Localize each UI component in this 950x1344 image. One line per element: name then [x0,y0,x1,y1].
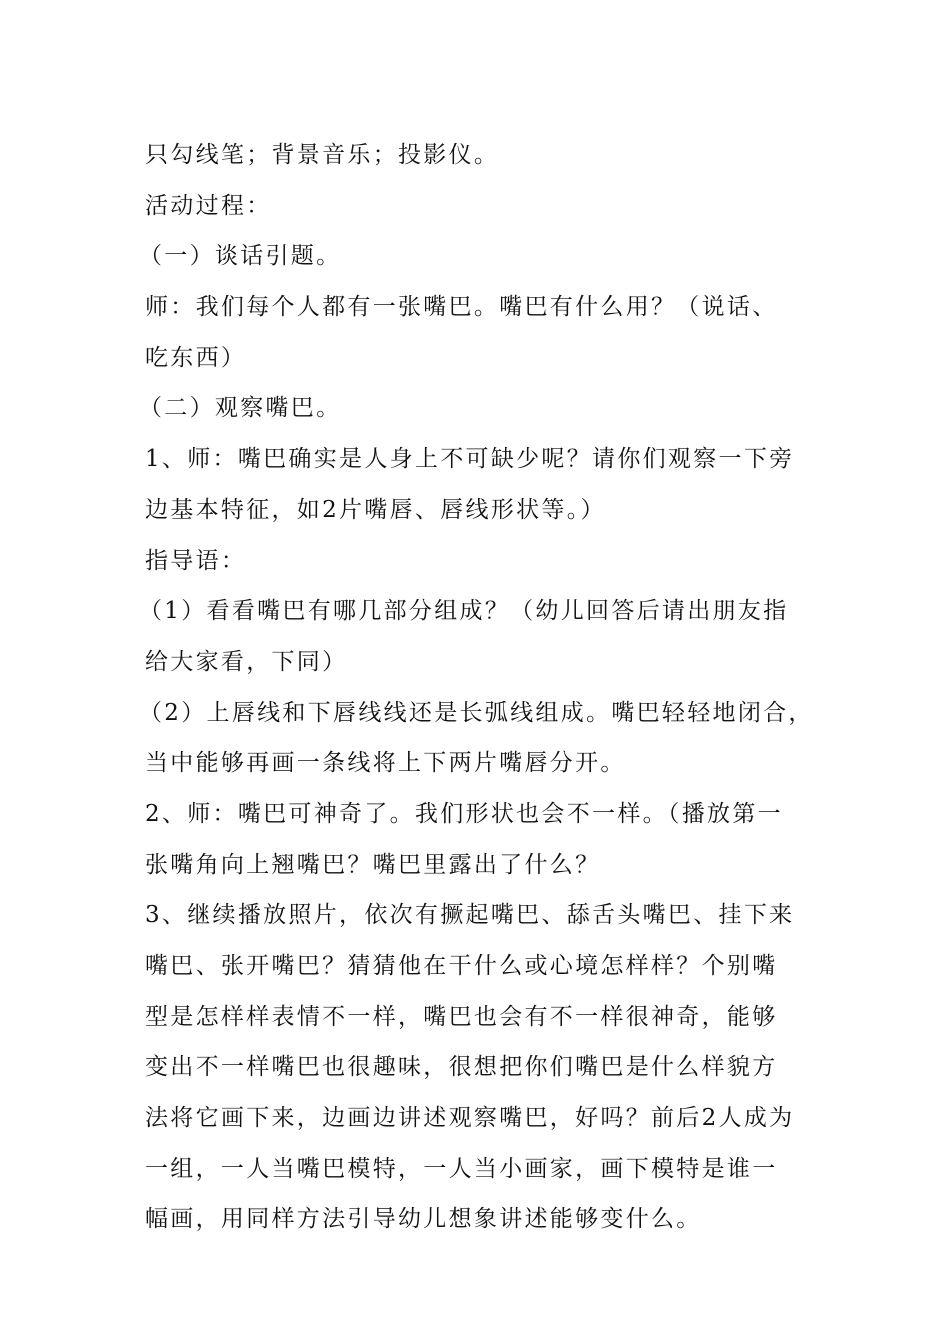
text-line: 3、继续播放照片，依次有撅起嘴巴、舔舌头嘴巴、挂下来 [145,902,795,929]
text-line: 型是怎样样表情不一样，嘴巴也会有不一样很神奇，能够 [145,1003,778,1030]
text-line: 当中能够再画一条线将上下两片嘴唇分开。 [145,750,626,777]
text-line: 幅画，用同样方法引导幼儿想象讲述能够变什么。 [145,1206,702,1233]
text-line: 法将它画下来，边画边讲述观察嘴巴，好吗？前后2人成为 [145,1105,795,1132]
text-line: （1）看看嘴巴有哪几部分组成？（幼儿回答后请出朋友指 [139,598,789,625]
text-line: （2）上唇线和下唇线线还是长弧线组成。嘴巴轻轻地闭合， [139,699,814,726]
section-heading: （一）谈话引题。 [139,243,342,270]
text-line: 嘴巴、张开嘴巴？猜猜他在干什么或心境怎样样？个别嘴 [145,953,778,979]
text-line: 只勾线笔；背景音乐；投影仪。 [145,142,500,168]
text-line: 吃东西） [145,344,247,371]
text-line: 2、师：嘴巴可神奇了。我们形状也会不一样。（播放第一 [145,800,783,827]
text-line: 张嘴角向上翘嘴巴？嘴巴里露出了什么？ [145,851,601,878]
section-label: 指导语： [145,547,247,574]
document-body [139,130,815,1245]
text-line: 一组，一人当嘴巴模特，一人当小画家，画下模特是谁一 [145,1155,778,1182]
text-line: 边基本特征，如2片嘴唇、唇线形状等。） [145,496,606,523]
text-line: 变出不一样嘴巴也很趣味，很想把你们嘴巴是什么样貌方 [145,1054,778,1081]
text-line: 师：我们每个人都有一张嘴巴。嘴巴有什么用？（说话、 [145,294,778,321]
section-label: 活动过程： [145,192,272,219]
text-line: 1、师：嘴巴确实是人身上不可缺少呢？请你们观察一下旁 [145,446,795,473]
text-line: 给大家看，下同） [145,648,348,675]
section-heading: （二）观察嘴巴。 [139,395,342,422]
